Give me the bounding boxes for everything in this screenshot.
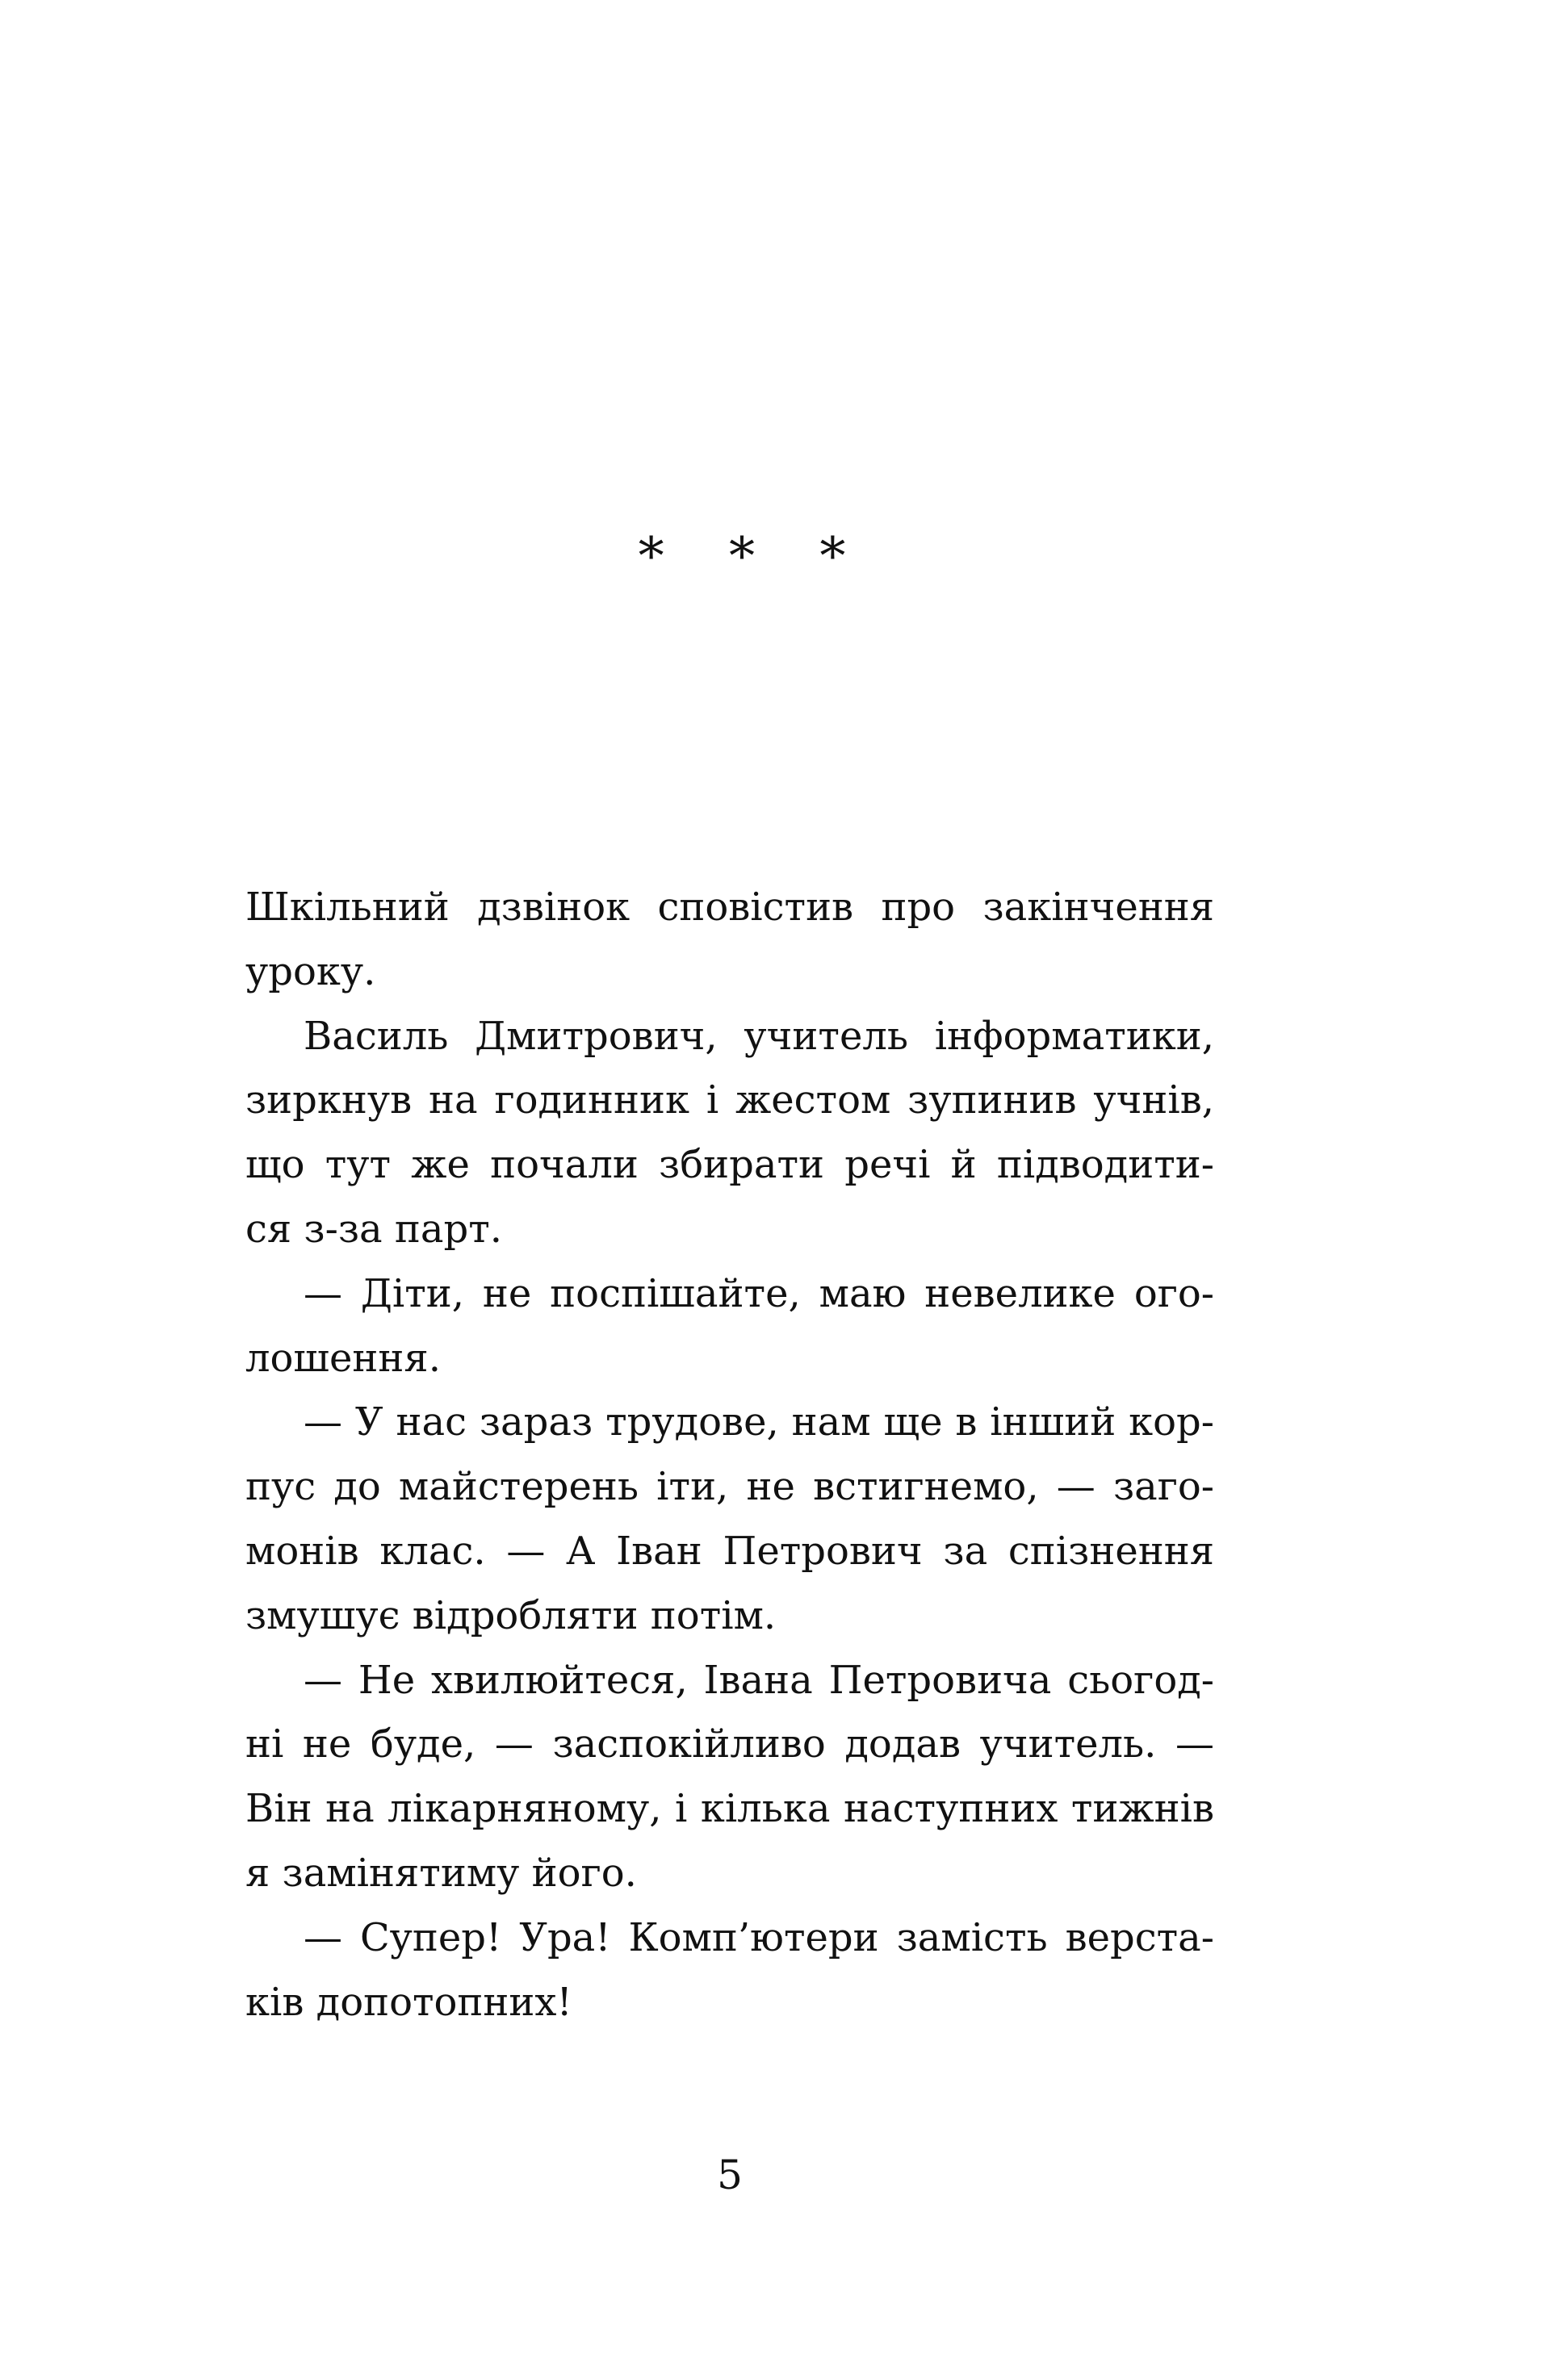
text-line: — Не хвилюйтеся, Івана Петровича сьогод- <box>304 1657 1214 1703</box>
text-line: ків допотопних! <box>245 1979 572 2025</box>
text-line: — Супер! Ура! Комп’ютери замість верста- <box>304 1914 1214 1960</box>
body-text <box>245 876 1214 2035</box>
text-line: лошення. <box>245 1335 441 1381</box>
text-line: змушує відробляти потім. <box>245 1592 777 1638</box>
text-line: ся з-за парт. <box>245 1206 503 1252</box>
text-line: уроку. <box>245 948 376 994</box>
text-line: Василь Дмитрович, учитель інформатики, <box>304 1013 1214 1059</box>
text-line: — Діти, не поспішайте, маю невелике ого- <box>304 1270 1214 1316</box>
text-line: зиркнув на годинник і жестом зупинив учнів, <box>245 1077 1214 1123</box>
section-separator: * * * <box>638 527 870 587</box>
text-line: — У нас зараз трудове, нам ще в інший кор- <box>304 1399 1214 1445</box>
text-line: ні не буде, — заспокійливо додав учитель. — <box>245 1721 1214 1767</box>
text-line: що тут же почали збирати речі й підводити- <box>245 1142 1214 1188</box>
text-line: я замінятиму його. <box>245 1850 637 1896</box>
text-line: пус до майстерень іти, не встигнемо, — заго- <box>245 1464 1214 1510</box>
text-line: Він на лікарняному, і кілька наступних тижнів <box>245 1786 1214 1832</box>
text-line: монів клас. — А Іван Петрович за спізнення <box>245 1528 1214 1574</box>
text-line: Шкільний дзвінок сповістив про закінчення <box>245 885 1214 930</box>
page-number: 5 <box>717 2152 743 2198</box>
